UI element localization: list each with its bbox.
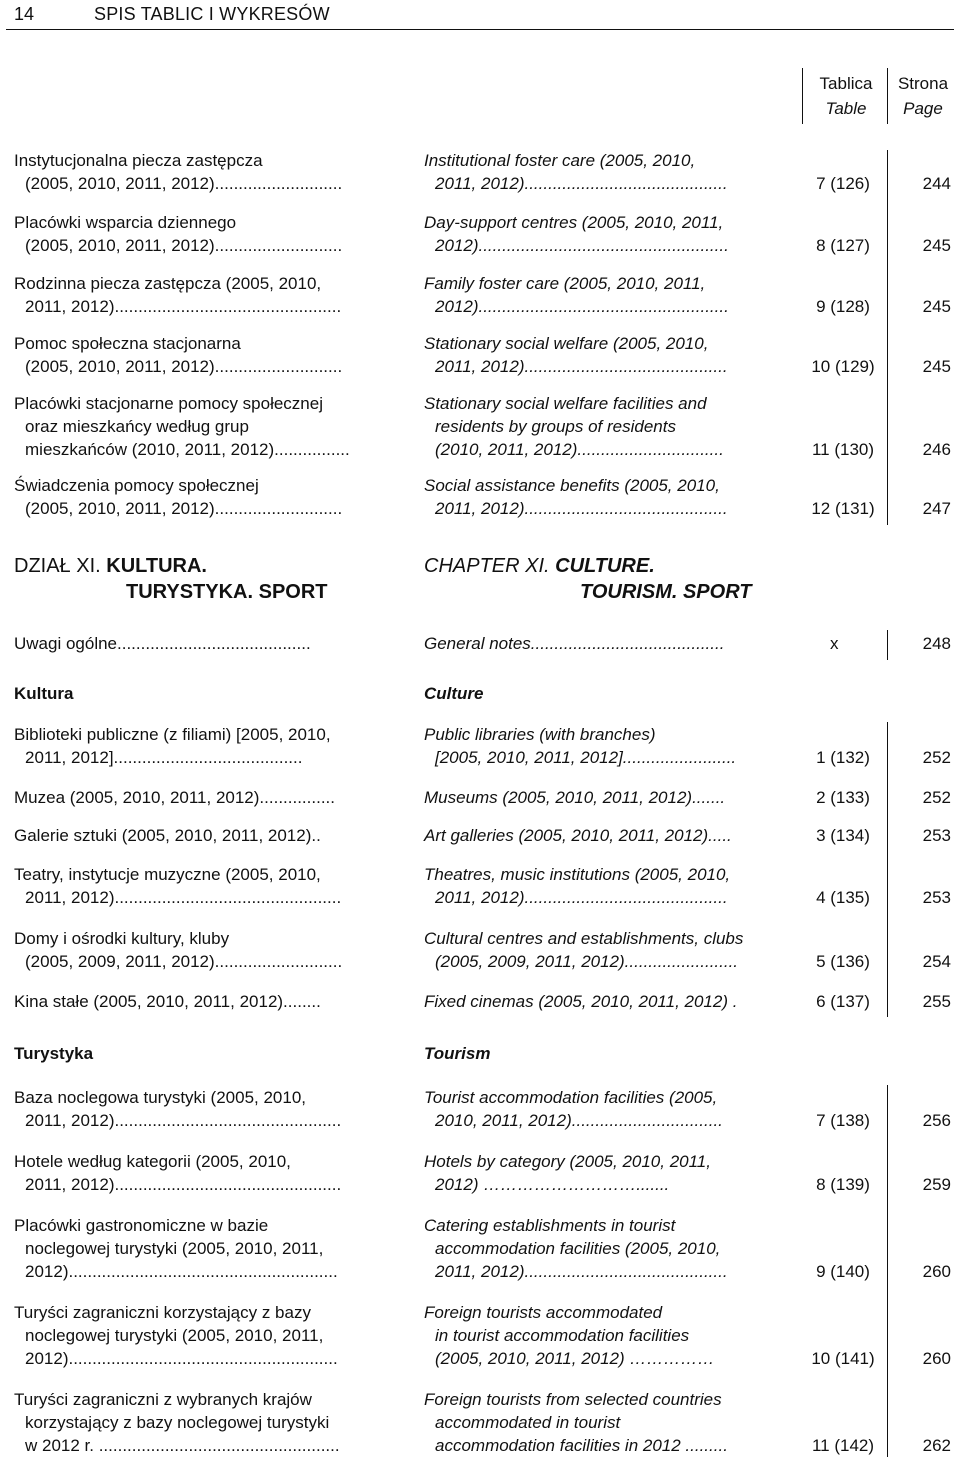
column-divider <box>887 1085 888 1457</box>
table-number: 7 (138) <box>816 1111 870 1130</box>
column-heading-table-en: Table <box>825 99 867 118</box>
entry-title-en: Family foster care (2005, 2010, 2011, 2012)..................................................... <box>424 274 729 316</box>
page-ref: 259 <box>922 1175 951 1194</box>
chapter-prefix-pl: DZIAŁ XI. <box>14 555 101 577</box>
column-heading-page <box>888 71 958 121</box>
entry-title-pl: Hotele według kategorii (2005, 2010, 2011, 2012)................................................ <box>14 1152 342 1194</box>
entry-title-pl: Turyści zagraniczni z wybranych krajów korzystający z bazy noclegowej turystyki w 2012 r. ................................................... <box>14 1390 340 1455</box>
entry-title-en: Cultural centres and establishments, clubs (2005, 2009, 2011, 2012)........................ <box>424 929 744 971</box>
table-number: 9 (140) <box>816 1262 870 1281</box>
column-divider <box>802 68 803 124</box>
page-header <box>0 0 960 30</box>
page-ref: 252 <box>922 748 951 767</box>
page-ref: 252 <box>922 788 951 807</box>
table-number: 10 (129) <box>811 357 875 376</box>
column-heading-table-pl: Tablica <box>819 74 873 93</box>
chapter-subtitle-en: TOURISM. SPORT <box>580 581 752 603</box>
entry-title-en: Day-support centres (2005, 2010, 2011, 2012)..................................................... <box>424 213 729 255</box>
entry-title-en: Catering establishments in tourist accommodation facilities (2005, 2010, 2011, 2012)........................................... <box>424 1216 728 1281</box>
section-heading-pl: Turystyka <box>14 1044 94 1063</box>
column-heading-page-pl: Strona <box>897 74 949 93</box>
page-ref: 247 <box>922 499 951 518</box>
page-ref: 248 <box>922 634 951 653</box>
entry-title-pl: Placówki gastronomiczne w bazie noclegowej turystyki (2005, 2010, 2011, 2012)......................................................... <box>14 1216 338 1281</box>
entry-title-pl: Turyści zagraniczni korzystający z bazy noclegowej turystyki (2005, 2010, 2011, 2012)......................................................... <box>14 1303 338 1368</box>
table-number: 4 (135) <box>816 888 870 907</box>
page-ref: 253 <box>922 888 951 907</box>
entry-title-pl: Rodzinna piecza zastępcza (2005, 2010, 2011, 2012)................................................ <box>14 274 342 316</box>
chapter-title-pl: KULTURA. <box>106 555 207 577</box>
page-title: SPIS TABLIC I WYKRESÓW <box>94 4 330 24</box>
table-number: 11 (130) <box>811 440 875 459</box>
entry-title-pl: Świadczenia pomocy społecznej (2005, 2010, 2011, 2012)........................... <box>14 476 343 518</box>
table-number: 10 (141) <box>811 1349 875 1368</box>
section-heading-en: Culture <box>424 684 484 703</box>
entry-title-en: Foreign tourists from selected countries accommodated in tourist accommodation facilities in 2012 ......... <box>424 1390 728 1455</box>
entry-title-pl: Instytucjonalna piecza zastępcza (2005, 2010, 2011, 2012)........................... <box>14 151 343 193</box>
column-divider <box>887 68 888 124</box>
table-number: 3 (134) <box>816 826 870 845</box>
entry-title-en: Stationary social welfare (2005, 2010, 2011, 2012)........................................... <box>424 334 728 376</box>
entry-title-pl: Placówki stacjonarne pomocy społecznej oraz mieszkańcy według grup mieszkańców (2010, 2011, 2012)................ <box>14 394 350 459</box>
entry-title-pl: Pomoc społeczna stacjonarna (2005, 2010, 2011, 2012)........................... <box>14 334 343 376</box>
entry-title-en: Social assistance benefits (2005, 2010, 2011, 2012)........................................... <box>424 476 728 518</box>
entry-title-pl: Uwagi ogólne......................................... <box>14 634 311 653</box>
entry-title-pl: Domy i ośrodki kultury, kluby (2005, 2009, 2011, 2012)........................... <box>14 929 343 971</box>
column-divider <box>887 150 888 525</box>
table-number: 9 (128) <box>816 297 870 316</box>
table-number: 1 (132) <box>816 748 870 767</box>
chapter-heading-pl <box>14 554 207 579</box>
page-ref: 255 <box>922 992 951 1011</box>
entry-title-pl: Baza noclegowa turystyki (2005, 2010, 2011, 2012)................................................ <box>14 1088 342 1130</box>
table-number: x <box>830 634 839 653</box>
entry-title-pl: Kina stałe (2005, 2010, 2011, 2012)........ <box>14 992 321 1011</box>
page-ref: 246 <box>922 440 951 459</box>
page-ref: 260 <box>922 1262 951 1281</box>
chapter-heading-en <box>424 554 655 579</box>
entry-title-en: Fixed cinemas (2005, 2010, 2011, 2012) . <box>424 992 738 1011</box>
entry-title-pl: Galerie sztuki (2005, 2010, 2011, 2012).. <box>14 826 321 845</box>
page-number: 14 <box>14 4 35 24</box>
chapter-prefix-en: CHAPTER XI. <box>424 555 550 577</box>
column-heading-table <box>803 71 889 121</box>
column-divider <box>887 722 888 1017</box>
entry-title-en: Hotels by category (2005, 2010, 2011, 2012) ………………………....... <box>424 1152 711 1194</box>
table-number: 2 (133) <box>816 788 870 807</box>
table-number: 6 (137) <box>816 992 870 1011</box>
column-heading-page-en: Page <box>903 99 943 118</box>
page-ref: 244 <box>922 174 951 193</box>
page-ref: 256 <box>922 1111 951 1130</box>
section-heading-en: Tourism <box>424 1044 491 1063</box>
entry-title-pl: Muzea (2005, 2010, 2011, 2012)................ <box>14 788 335 807</box>
entry-title-en: Tourist accommodation facilities (2005, 2010, 2011, 2012)................................ <box>424 1088 723 1130</box>
page-ref: 262 <box>922 1436 951 1455</box>
entry-title-en: Foreign tourists accommodated in tourist accommodation facilities (2005, 2010, 2011, 2012) …………… <box>424 1303 715 1368</box>
entry-title-pl: Placówki wsparcia dziennego (2005, 2010, 2011, 2012)........................... <box>14 213 343 255</box>
chapter-subtitle-pl: TURYSTYKA. SPORT <box>126 581 328 603</box>
page-ref: 253 <box>922 826 951 845</box>
entry-title-en: Stationary social welfare facilities and residents by groups of residents (2010, 2011, 2012)............................... <box>424 394 724 459</box>
page-ref: 260 <box>922 1349 951 1368</box>
page-ref: 245 <box>922 297 951 316</box>
table-number: 11 (142) <box>811 1436 875 1455</box>
chapter-title-en: CULTURE. <box>555 555 655 577</box>
table-number: 7 (126) <box>816 174 870 193</box>
entry-title-en: Theatres, music institutions (2005, 2010, 2011, 2012)........................................... <box>424 865 731 907</box>
table-number: 12 (131) <box>811 499 875 518</box>
table-number: 8 (127) <box>816 236 870 255</box>
entry-title-pl: Teatry, instytucje muzyczne (2005, 2010, 2011, 2012)................................................ <box>14 865 342 907</box>
page-ref: 254 <box>922 952 951 971</box>
entry-title-pl: Biblioteki publiczne (z filiami) [2005, 2010, 2011, 2012]........................................ <box>14 725 331 767</box>
page-ref: 245 <box>922 236 951 255</box>
section-heading-pl: Kultura <box>14 684 74 703</box>
table-number: 5 (136) <box>816 952 870 971</box>
header-rule <box>6 29 954 30</box>
page-ref: 245 <box>922 357 951 376</box>
entry-title-en: Art galleries (2005, 2010, 2011, 2012)..... <box>424 826 732 845</box>
entry-title-en: Public libraries (with branches) [2005, 2010, 2011, 2012]........................ <box>424 725 737 767</box>
entry-title-en: Museums (2005, 2010, 2011, 2012)....... <box>424 788 726 807</box>
entry-title-en: Institutional foster care (2005, 2010, 2011, 2012)........................................... <box>424 151 728 193</box>
table-number: 8 (139) <box>816 1175 870 1194</box>
entry-title-en: General notes......................................... <box>424 634 725 653</box>
